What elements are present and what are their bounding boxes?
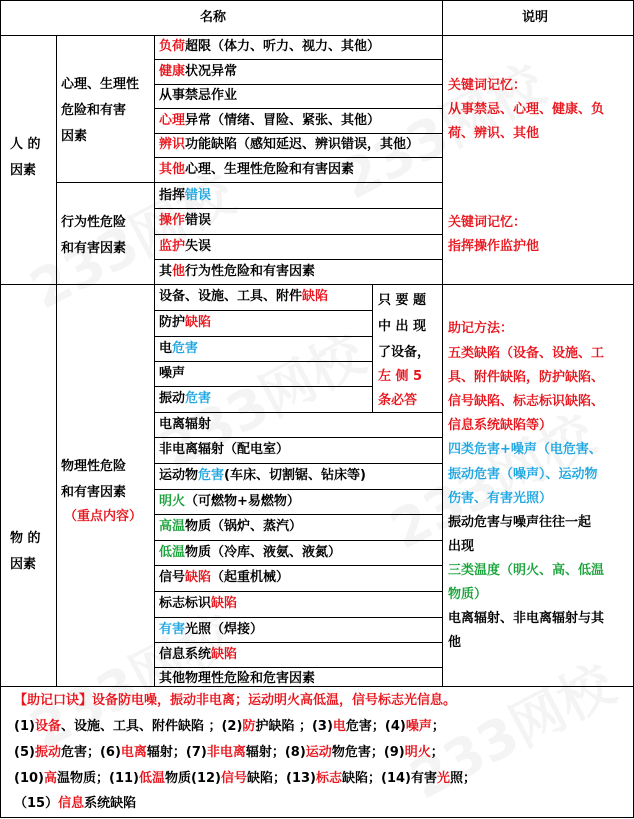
physical-item: 运动物危害(车床、切割锯、钻床等) — [159, 468, 366, 483]
method-line: 伤害、有害光照） — [448, 490, 553, 506]
method-line: 物质） — [448, 587, 488, 602]
behavior-note-title: 关键词记忆： — [448, 215, 527, 230]
mnemonic-heading: 【助记口诀】设备防电噪，振动非电离；运动明火高低温，信号标志光信息。 — [14, 693, 457, 708]
physical-item: 电危害 — [159, 341, 199, 356]
physical-emphasis: （重点内容） — [64, 509, 143, 524]
side-note-line: 了设备， — [378, 345, 431, 360]
physical-item: 噪声 — [159, 366, 186, 381]
psych-item: 健康状况异常 — [159, 64, 238, 79]
psych-note-line: 荷、辨识、其他 — [448, 126, 540, 141]
method-line: 电离辐射、非电离辐射与其 — [448, 611, 605, 627]
physical-item: 非电离辐射（配电室） — [159, 442, 290, 457]
psych-label-line3: 因素 — [61, 129, 88, 144]
psych-item: 其他心理、生理性危险和有害因素 — [159, 162, 355, 177]
mnemonic-line: (10)高温物质；(11)低温物质(12)信号缺陷；(13)标志缺陷；(14)有害光照； — [14, 771, 477, 786]
behavior-item: 监护失误 — [159, 239, 212, 254]
physical-category-line2: 因素 — [10, 557, 37, 572]
psych-note-title: 关键词记忆： — [448, 78, 527, 93]
physical-item: 电离辐射 — [159, 417, 212, 432]
behavior-item: 其他行为性危险和有害因素 — [159, 264, 316, 279]
method-line: 四类危害+噪声（电危害、 — [448, 442, 602, 458]
mnemonic-line: (1)设备、设施、工具、附件缺陷 ；(2)防护缺陷 ；(3)电危害；(4)噪声； — [14, 719, 445, 734]
method-line: 出现 — [448, 538, 475, 554]
method-line: 三类温度（明火、高、低温 — [448, 562, 605, 578]
physical-item: 设备、设施、工具、附件缺陷 — [159, 289, 329, 304]
psych-note-line: 从事禁忌、心理、健康、负 — [448, 102, 605, 117]
side-note-line: 中 出 现 — [378, 319, 427, 334]
header-desc: 说明 — [522, 10, 549, 25]
psych-item: 辨识功能缺陷（感知延迟、辨识错误，其他） — [159, 137, 420, 152]
method-line: 五类缺陷（设备、设施、工 — [448, 346, 605, 361]
physical-label-line2: 和有害因素 — [61, 485, 127, 500]
behavior-item: 指挥错误 — [159, 188, 212, 203]
method-title: 助记方法： — [448, 321, 514, 336]
human-category-line1: 人 的 — [10, 137, 41, 152]
physical-item: 其他物理性危险和危害因素 — [159, 671, 316, 686]
physical-item: 信息系统缺陷 — [159, 647, 238, 662]
side-note-line: 只 要 题 — [378, 293, 427, 308]
physical-item: 标志标识缺陷 — [159, 596, 238, 611]
side-note-line: 左 侧 5 — [378, 369, 423, 384]
method-line: 振动危害与噪声往往一起 — [448, 514, 592, 530]
behavior-item: 操作错误 — [159, 213, 212, 228]
side-note-line: 条必答 — [378, 393, 418, 408]
mnemonic-line: (5)振动危害；(6)电离辐射；(7)非电离辐射；(8)运动物危害；(9)明火； — [14, 745, 444, 760]
physical-item: 高温物质（锅炉、蒸汽） — [159, 519, 303, 534]
method-line: 振动危害（噪声）、运动物 — [448, 466, 598, 482]
header-name: 名称 — [200, 10, 227, 25]
behavior-note-line: 指挥操作监护他 — [448, 239, 540, 254]
psych-label-line1: 心理、生理性 — [61, 77, 140, 92]
psych-label-line2: 危险和有害 — [61, 103, 127, 118]
method-line: 他 — [448, 635, 462, 651]
physical-item: 明火（可燃物+易燃物） — [159, 494, 300, 509]
psych-item: 心理异常（情绪、冒险、紧张、其他） — [159, 113, 381, 128]
behavior-label-line1: 行为性危险 — [61, 215, 127, 230]
behavior-label-line2: 和有害因素 — [61, 241, 127, 256]
physical-category-line1: 物 的 — [10, 531, 41, 546]
physical-item: 防护缺陷 — [159, 315, 212, 330]
method-line: 信息系统缺陷等） — [448, 418, 553, 434]
method-line: 信号缺陷、标志标识缺陷、 — [448, 394, 605, 410]
physical-item: 有害光照（焊接） — [159, 622, 264, 637]
human-category-line2: 因素 — [10, 163, 37, 178]
psych-item: 从事禁忌作业 — [159, 88, 238, 103]
physical-item: 低温物质（冷库、液氨、液氮） — [159, 545, 342, 560]
physical-label-line1: 物理性危险 — [61, 459, 127, 474]
physical-item: 振动危害 — [159, 391, 212, 406]
method-line: 具、附件缺陷，防护缺陷、 — [448, 370, 605, 386]
psych-item: 负荷超限（体力、听力、视力、其他） — [159, 39, 381, 54]
physical-item: 信号缺陷（起重机械） — [159, 570, 290, 585]
mnemonic-line: （15）信息系统缺陷 — [14, 796, 137, 811]
